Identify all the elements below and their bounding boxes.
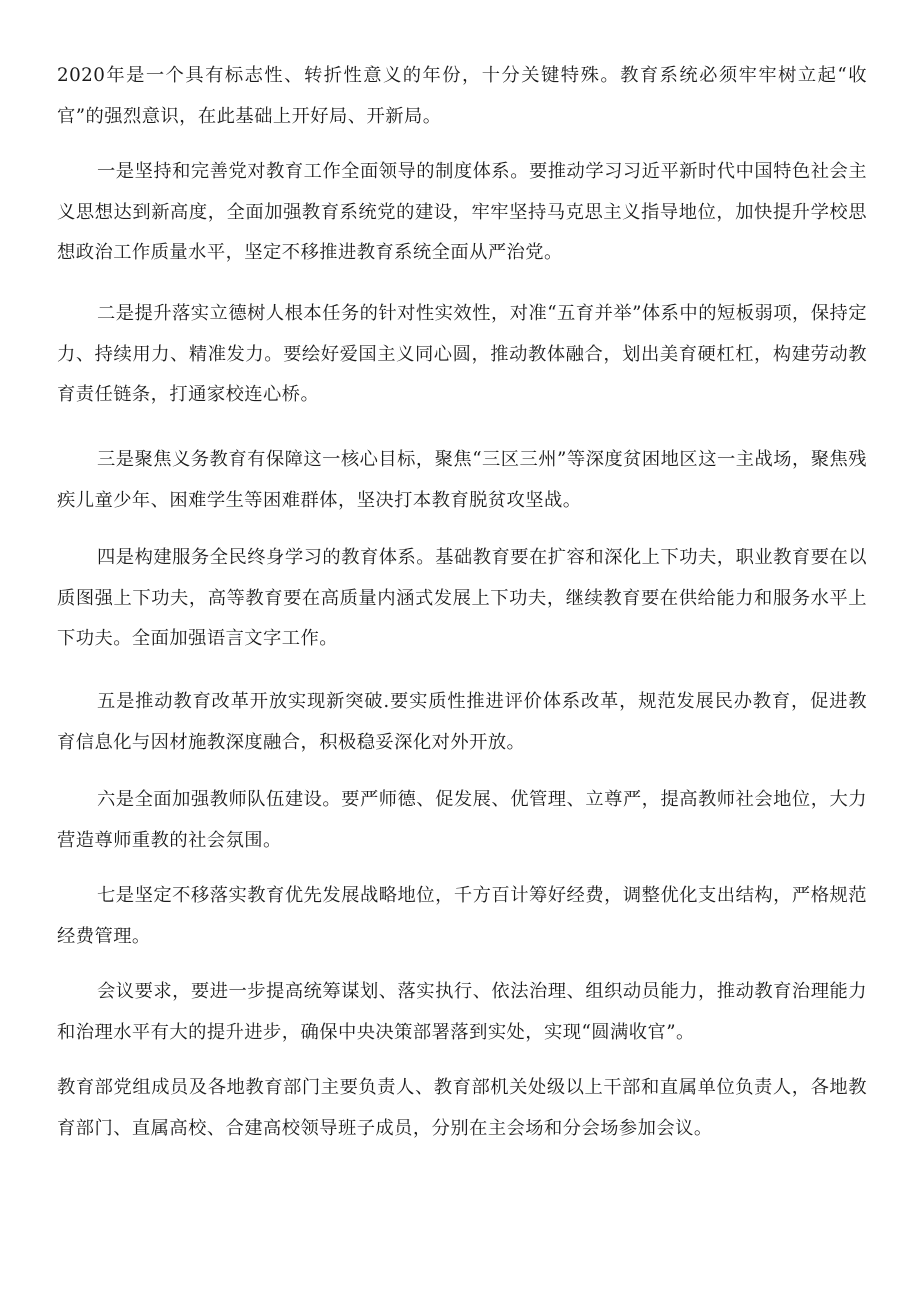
paragraph-meeting-requirements: 会议要求，要进一步提高统筹谋划、落实执行、依法治理、组织动员能力，推动教育治理能力和治理水平有大的提升进步，确保中央决策部署落到实处，实现“圆满收官”。 — [57, 981, 867, 1043]
paragraph-point-four: 四是构建服务全民终身学习的教育体系。基础教育要在扩容和深化上下功夫，职业教育要在以质图强上下功夫，高等教育要在高质量内涵式发展上下功夫，继续教育要在供给能力和服务水平上下功夫。全面加强语言文字工作。 — [57, 547, 867, 649]
paragraph-point-two: 二是提升落实立德树人根本任务的针对性实效性，对准“五育并举”体系中的短板弱项，保持定力、持续用力、精准发力。要绘好爱国主义同心圆，推动教体融合，划出美育硬杠杠，构建劳动教育责任链条，打通家校连心桥。 — [57, 303, 867, 405]
paragraph-point-seven: 七是坚定不移落实教育优先发展战略地位，千方百计筹好经费，调整优化支出结构，严格规范经费管理。 — [57, 885, 867, 947]
paragraph-point-six: 六是全面加强教师队伍建设。要严师德、促发展、优管理、立尊严，提高教师社会地位，大力营造尊师重教的社会氛围。 — [57, 789, 867, 851]
paragraph-point-five: 五是推动教育改革开放实现新突破.要实质性推进评价体系改革，规范发展民办教育，促进教育信息化与因材施教深度融合，积极稳妥深化对外开放。 — [57, 691, 867, 753]
paragraph-intro: 2020年是一个具有标志性、转折性意义的年份，十分关键特殊。教育系统必须牢牢树立起“收官”的强烈意识，在此基础上开好局、开新局。 — [57, 65, 867, 127]
paragraph-attendees: 教育部党组成员及各地教育部门主要负责人、教育部机关处级以上干部和直属单位负责人，各地教育部门、直属高校、合建高校领导班子成员，分别在主会场和分会场参加会议。 — [57, 1077, 867, 1139]
paragraph-point-three: 三是聚焦义务教育有保障这一核心目标，聚焦“三区三州”等深度贫困地区这一主战场，聚焦残疾儿童少年、困难学生等困难群体，坚决打本教育脱贫攻坚战。 — [57, 449, 867, 511]
paragraph-point-one: 一是坚持和完善党对教育工作全面领导的制度体系。要推动学习习近平新时代中国特色社会主义思想达到新高度，全面加强教育系统党的建设，牢牢坚持马克思主义指导地位，加快提升学校思想政治工作质量水平，坚定不移推进教育系统全面从严治党。 — [57, 161, 867, 263]
